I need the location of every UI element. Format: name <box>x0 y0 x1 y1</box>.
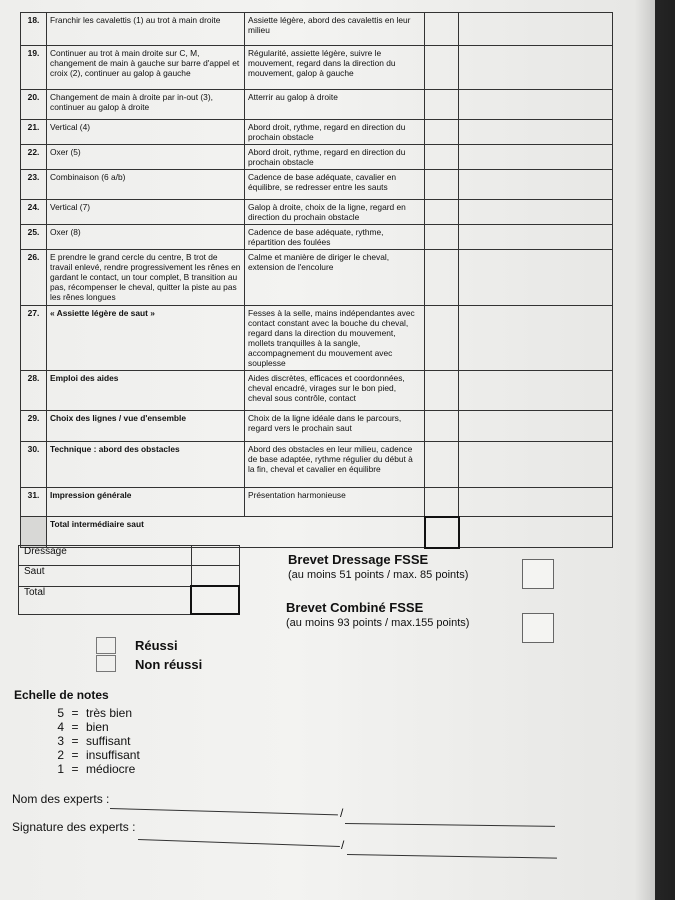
summary-total-value[interactable] <box>191 586 239 614</box>
nom-slash: / <box>340 806 344 820</box>
score-cell[interactable] <box>425 46 459 90</box>
row-criteria: Fesses à la selle, mains indépendantes avec contact constant avec la bouche du cheval, regard dans la direction du mouvement, mollets tranquilles à la sangle, accompagnement du mouvement avec souplesse <box>245 306 425 371</box>
table-row <box>21 371 613 411</box>
row-number: 22. <box>21 145 47 170</box>
summary-saut-value[interactable] <box>191 566 239 587</box>
row-exercise: Changement de main à droite par in-out (3), continuer au galop à droite <box>47 90 245 120</box>
remark-cell[interactable] <box>459 411 613 442</box>
brevet-combine-sub: (au moins 93 points / max.155 points) <box>286 617 470 629</box>
remark-cell[interactable] <box>459 145 613 170</box>
row-exercise: Continuer au trot à main droite sur C, M, changement de main à gauche sur barre d'appel et croix (2), continuer au galop à gauche <box>47 46 245 90</box>
summary-dressage-label: Dressage <box>19 546 192 566</box>
row-exercise: Franchir les cavalettis (1) au trot à main droite <box>47 13 245 46</box>
nom-line-2[interactable] <box>345 823 555 827</box>
total-number-cell <box>21 517 47 548</box>
echelle-item: 4 = bien <box>57 720 109 734</box>
brevet-dressage <box>288 552 468 581</box>
echelle-item: 1 = médiocre <box>57 762 136 776</box>
row-criteria: Atterrir au galop à droite <box>245 90 425 120</box>
row-number: 30. <box>21 442 47 488</box>
score-cell[interactable] <box>425 488 459 517</box>
row-criteria: Présentation harmonieuse <box>245 488 425 517</box>
row-number: 20. <box>21 90 47 120</box>
signature-line-2[interactable] <box>347 854 557 859</box>
reussi-checkbox[interactable] <box>96 637 116 654</box>
echelle-title: Echelle de notes <box>14 688 109 702</box>
remark-cell[interactable] <box>459 120 613 145</box>
row-exercise: Combinaison (6 a/b) <box>47 170 245 200</box>
row-criteria: Abord des obstacles en leur milieu, cadence de base adaptée, rythme régulier du début à la fin, cheval et cavalier en équilibre <box>245 442 425 488</box>
score-cell[interactable] <box>425 90 459 120</box>
row-number: 18. <box>21 13 47 46</box>
remark-cell[interactable] <box>459 90 613 120</box>
echelle-list <box>50 706 140 776</box>
summary-row <box>19 566 240 587</box>
table-row <box>21 250 613 306</box>
score-cell[interactable] <box>425 13 459 46</box>
remark-cell[interactable] <box>459 170 613 200</box>
remark-cell[interactable] <box>459 488 613 517</box>
brevet-combine-checkbox[interactable] <box>522 613 554 643</box>
brevet-dressage-sub: (au moins 51 points / max. 85 points) <box>288 569 469 581</box>
signature-experts-label: Signature des experts : <box>12 820 136 834</box>
nom-experts-label: Nom des experts : <box>12 792 110 806</box>
non-reussi-checkbox[interactable] <box>96 655 116 672</box>
table-row <box>21 46 613 90</box>
echelle-item: 5 = très bien <box>57 706 133 720</box>
score-cell[interactable] <box>425 170 459 200</box>
row-exercise: Technique : abord des obstacles <box>47 442 245 488</box>
row-exercise: E prendre le grand cercle du centre, B trot de travail enlevé, rendre progressivement les rênes en gardant le contact, un tour complet, B transition au pas, récompenser le cheval, quitter la piste au pas les rênes longues <box>47 250 245 306</box>
table-row <box>21 488 613 517</box>
row-number: 27. <box>21 306 47 371</box>
remark-cell[interactable] <box>459 306 613 371</box>
row-number: 25. <box>21 225 47 250</box>
summary-total-label: Total <box>19 586 192 614</box>
non-reussi-label: Non réussi <box>135 657 203 672</box>
table-row <box>21 120 613 145</box>
table-row <box>21 200 613 225</box>
row-criteria: Assiette légère, abord des cavalettis en leur milieu <box>245 13 425 46</box>
row-exercise: Oxer (8) <box>47 225 245 250</box>
summary-row <box>19 546 240 566</box>
row-criteria: Régularité, assiette légère, suivre le mouvement, regard dans la direction du mouvement, galop à gauche <box>245 46 425 90</box>
row-number: 26. <box>21 250 47 306</box>
remark-cell[interactable] <box>459 200 613 225</box>
score-cell[interactable] <box>425 371 459 411</box>
total-remark-cell <box>459 517 613 548</box>
row-exercise: Oxer (5) <box>47 145 245 170</box>
score-cell[interactable] <box>425 411 459 442</box>
table-row <box>21 411 613 442</box>
brevet-dressage-checkbox[interactable] <box>522 559 554 589</box>
paper-shadow <box>635 0 675 900</box>
row-number: 24. <box>21 200 47 225</box>
total-score-box[interactable] <box>425 517 459 548</box>
nom-line-1[interactable] <box>110 808 338 815</box>
score-cell[interactable] <box>425 225 459 250</box>
brevet-combine <box>286 600 469 629</box>
brevet-combine-title: Brevet Combiné FSSE <box>286 600 424 615</box>
row-criteria: Aides discrètes, efficaces et coordonnées, cheval encadré, virages sur le bon pied, cheval sous contrôle, contact <box>245 371 425 411</box>
reussi-label: Réussi <box>135 638 178 653</box>
summary-saut-label: Saut <box>19 566 192 587</box>
row-criteria: Calme et manière de diriger le cheval, extension de l'encolure <box>245 250 425 306</box>
score-cell[interactable] <box>425 200 459 225</box>
echelle-item: 3 = suffisant <box>57 734 131 748</box>
summary-table <box>18 545 240 615</box>
summary-row <box>19 586 240 614</box>
total-row <box>21 517 613 548</box>
remark-cell[interactable] <box>459 442 613 488</box>
table-row <box>21 442 613 488</box>
score-cell[interactable] <box>425 442 459 488</box>
table-row <box>21 225 613 250</box>
row-number: 23. <box>21 170 47 200</box>
row-exercise: Impression générale <box>47 488 245 517</box>
row-exercise: Vertical (4) <box>47 120 245 145</box>
row-criteria: Choix de la ligne idéale dans le parcours, regard vers le prochain saut <box>245 411 425 442</box>
score-cell[interactable] <box>425 145 459 170</box>
row-number: 29. <box>21 411 47 442</box>
table-row <box>21 90 613 120</box>
row-criteria: Cadence de base adéquate, rythme, répartition des foulées <box>245 225 425 250</box>
row-number: 21. <box>21 120 47 145</box>
signature-slash: / <box>341 838 345 852</box>
score-cell[interactable] <box>425 306 459 371</box>
row-number: 28. <box>21 371 47 411</box>
table-row <box>21 170 613 200</box>
row-criteria: Galop à droite, choix de la ligne, regard en direction du prochain obstacle <box>245 200 425 225</box>
total-label: Total intermédiaire saut <box>47 517 425 548</box>
scoring-table <box>20 12 613 549</box>
row-exercise: Choix des lignes / vue d'ensemble <box>47 411 245 442</box>
row-number: 19. <box>21 46 47 90</box>
summary-dressage-value[interactable] <box>191 546 239 566</box>
score-cell[interactable] <box>425 250 459 306</box>
table-row <box>21 13 613 46</box>
table-row <box>21 306 613 371</box>
score-cell[interactable] <box>425 120 459 145</box>
row-criteria: Abord droit, rythme, regard en direction du prochain obstacle <box>245 145 425 170</box>
row-criteria: Abord droit, rythme, regard en direction du prochain obstacle <box>245 120 425 145</box>
brevet-dressage-title: Brevet Dressage FSSE <box>288 552 429 567</box>
row-criteria: Cadence de base adéquate, cavalier en équilibre, se redresser entre les sauts <box>245 170 425 200</box>
table-row <box>21 145 613 170</box>
remark-cell[interactable] <box>459 225 613 250</box>
row-exercise: « Assiette légère de saut » <box>47 306 245 371</box>
row-number: 31. <box>21 488 47 517</box>
signature-line-1[interactable] <box>138 839 340 847</box>
remark-cell[interactable] <box>459 46 613 90</box>
row-exercise: Emploi des aides <box>47 371 245 411</box>
echelle-item: 2 = insuffisant <box>57 748 140 762</box>
row-exercise: Vertical (7) <box>47 200 245 225</box>
remark-cell[interactable] <box>459 13 613 46</box>
remark-cell[interactable] <box>459 250 613 306</box>
remark-cell[interactable] <box>459 371 613 411</box>
